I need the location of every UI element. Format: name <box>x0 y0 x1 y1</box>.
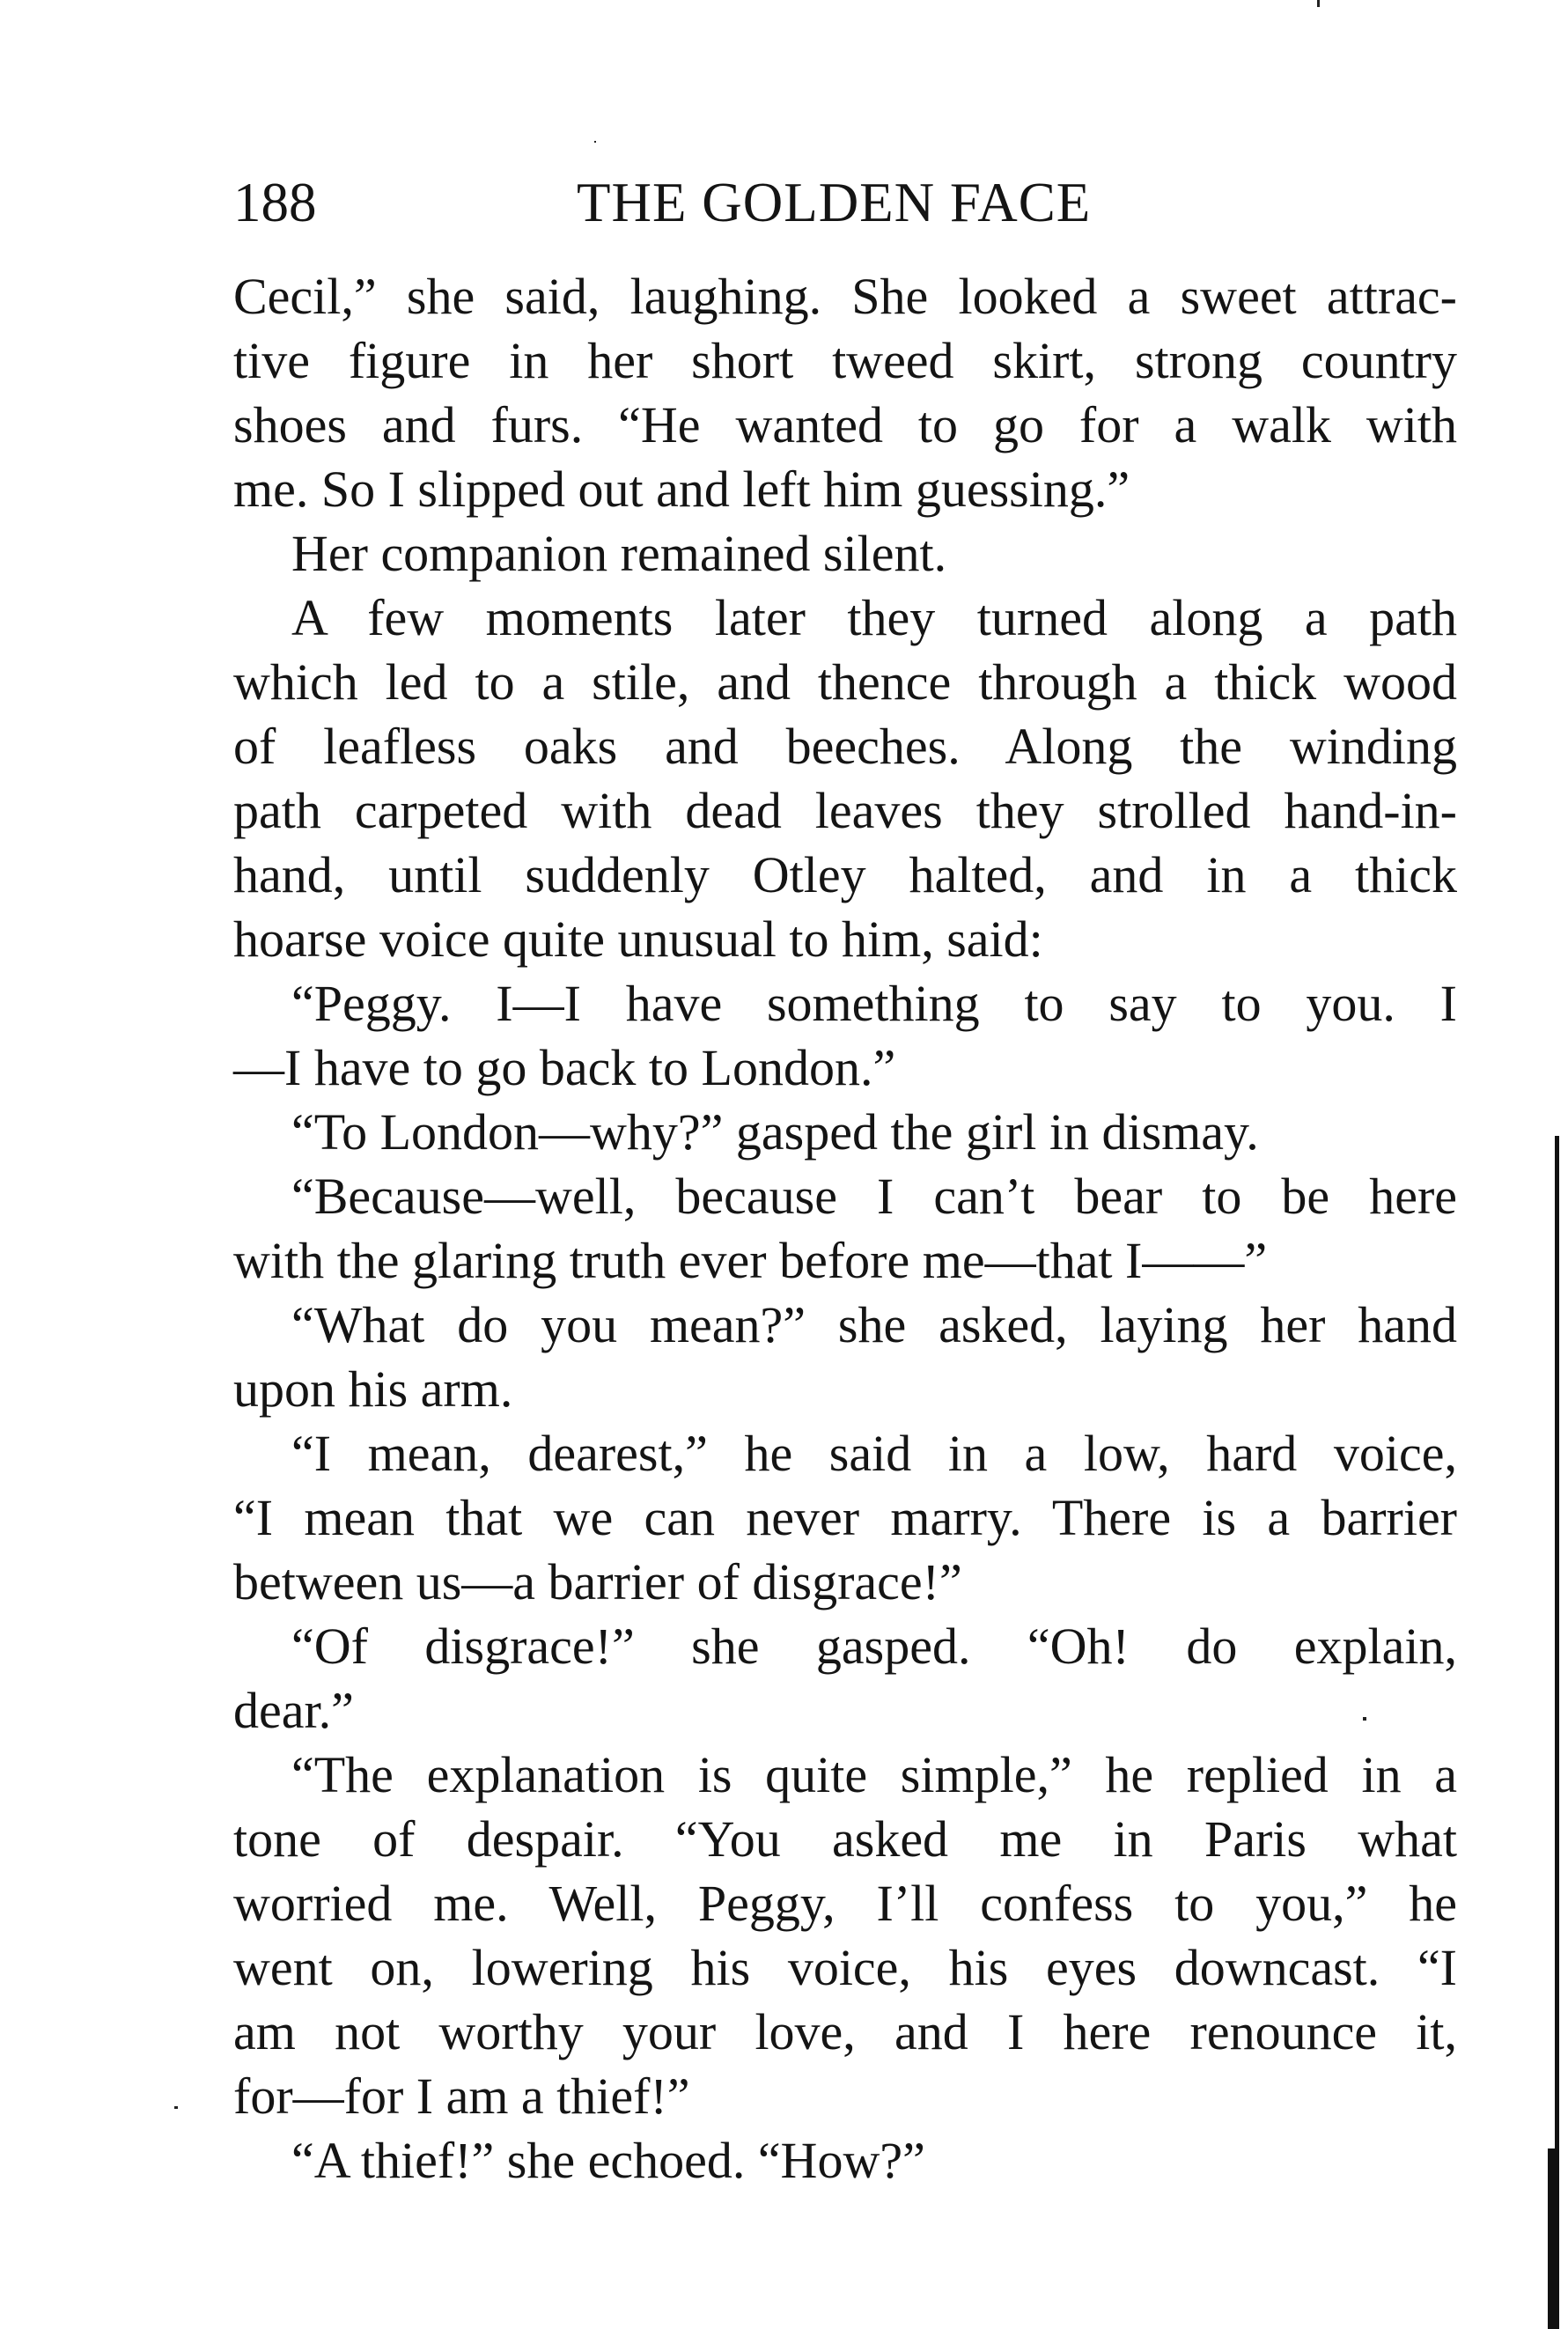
text-line: am not worthy your love, and I here renounce it, <box>233 2003 1457 2060</box>
text-line: tive figure in her short tweed skirt, strong country <box>233 332 1457 389</box>
text-line: “To London—why?” gasped the girl in dismay. <box>291 1103 1259 1161</box>
body-text <box>233 264 1457 2193</box>
text-line: “A thief!” she echoed. “How?” <box>291 2132 925 2189</box>
text-line: “I mean that we can never marry. There is a barrier <box>233 1489 1457 1546</box>
text-line: —I have to go back to London.” <box>233 1039 896 1096</box>
text-line: Cecil,” she said, laughing. She looked a sweet attrac- <box>233 268 1457 325</box>
text-line: “What do you mean?” she asked, laying her hand <box>291 1296 1457 1353</box>
text-line: hoarse voice quite unusual to him, said: <box>233 910 1043 968</box>
text-line: “Because—well, because I can’t bear to be here <box>291 1168 1457 1225</box>
text-line: hand, until suddenly Otley halted, and in a thick <box>233 846 1457 903</box>
page-number: 188 <box>233 172 317 233</box>
text-line: dear.” <box>233 1682 354 1739</box>
speck-mark <box>594 141 596 143</box>
text-line: path carpeted with dead leaves they strolled hand-in- <box>233 782 1457 839</box>
text-line: shoes and furs. “He wanted to go for a walk with <box>233 396 1457 453</box>
text-line: tone of despair. “You asked me in Paris what <box>233 1810 1457 1868</box>
text-line: of leafless oaks and beeches. Along the winding <box>233 718 1457 775</box>
speck-mark <box>1317 0 1320 7</box>
text-line: A few moments later they turned along a path <box>291 589 1457 646</box>
text-line: for—for I am a thief!” <box>233 2067 690 2125</box>
text-line: me. So I slipped out and left him guessing.” <box>233 461 1130 518</box>
text-line: worried me. Well, Peggy, I’ll confess to you,” he <box>233 1875 1457 1932</box>
page-header <box>233 167 1457 238</box>
text-line: which led to a stile, and thence through a thick wood <box>233 653 1457 711</box>
text-line: between us—a barrier of disgrace!” <box>233 1553 962 1610</box>
scan-edge-shadow <box>1548 2148 1559 2329</box>
text-line: Her companion remained silent. <box>291 525 947 582</box>
speck-mark <box>1363 1717 1366 1721</box>
text-line: “I mean, dearest,” he said in a low, hard voice, <box>291 1425 1457 1482</box>
text-line: with the glaring truth ever before me—that I——” <box>233 1232 1268 1289</box>
text-line: “The explanation is quite simple,” he replied in a <box>291 1746 1457 1803</box>
text-line: went on, lowering his voice, his eyes downcast. “I <box>233 1939 1457 1996</box>
text-line: “Peggy. I—I have something to say to you. I <box>291 975 1457 1032</box>
text-line: “Of disgrace!” she gasped. “Oh! do explain, <box>291 1618 1457 1675</box>
text-line: upon his arm. <box>233 1360 513 1418</box>
running-title: THE GOLDEN FACE <box>577 172 1092 233</box>
speck-mark <box>174 2106 178 2109</box>
